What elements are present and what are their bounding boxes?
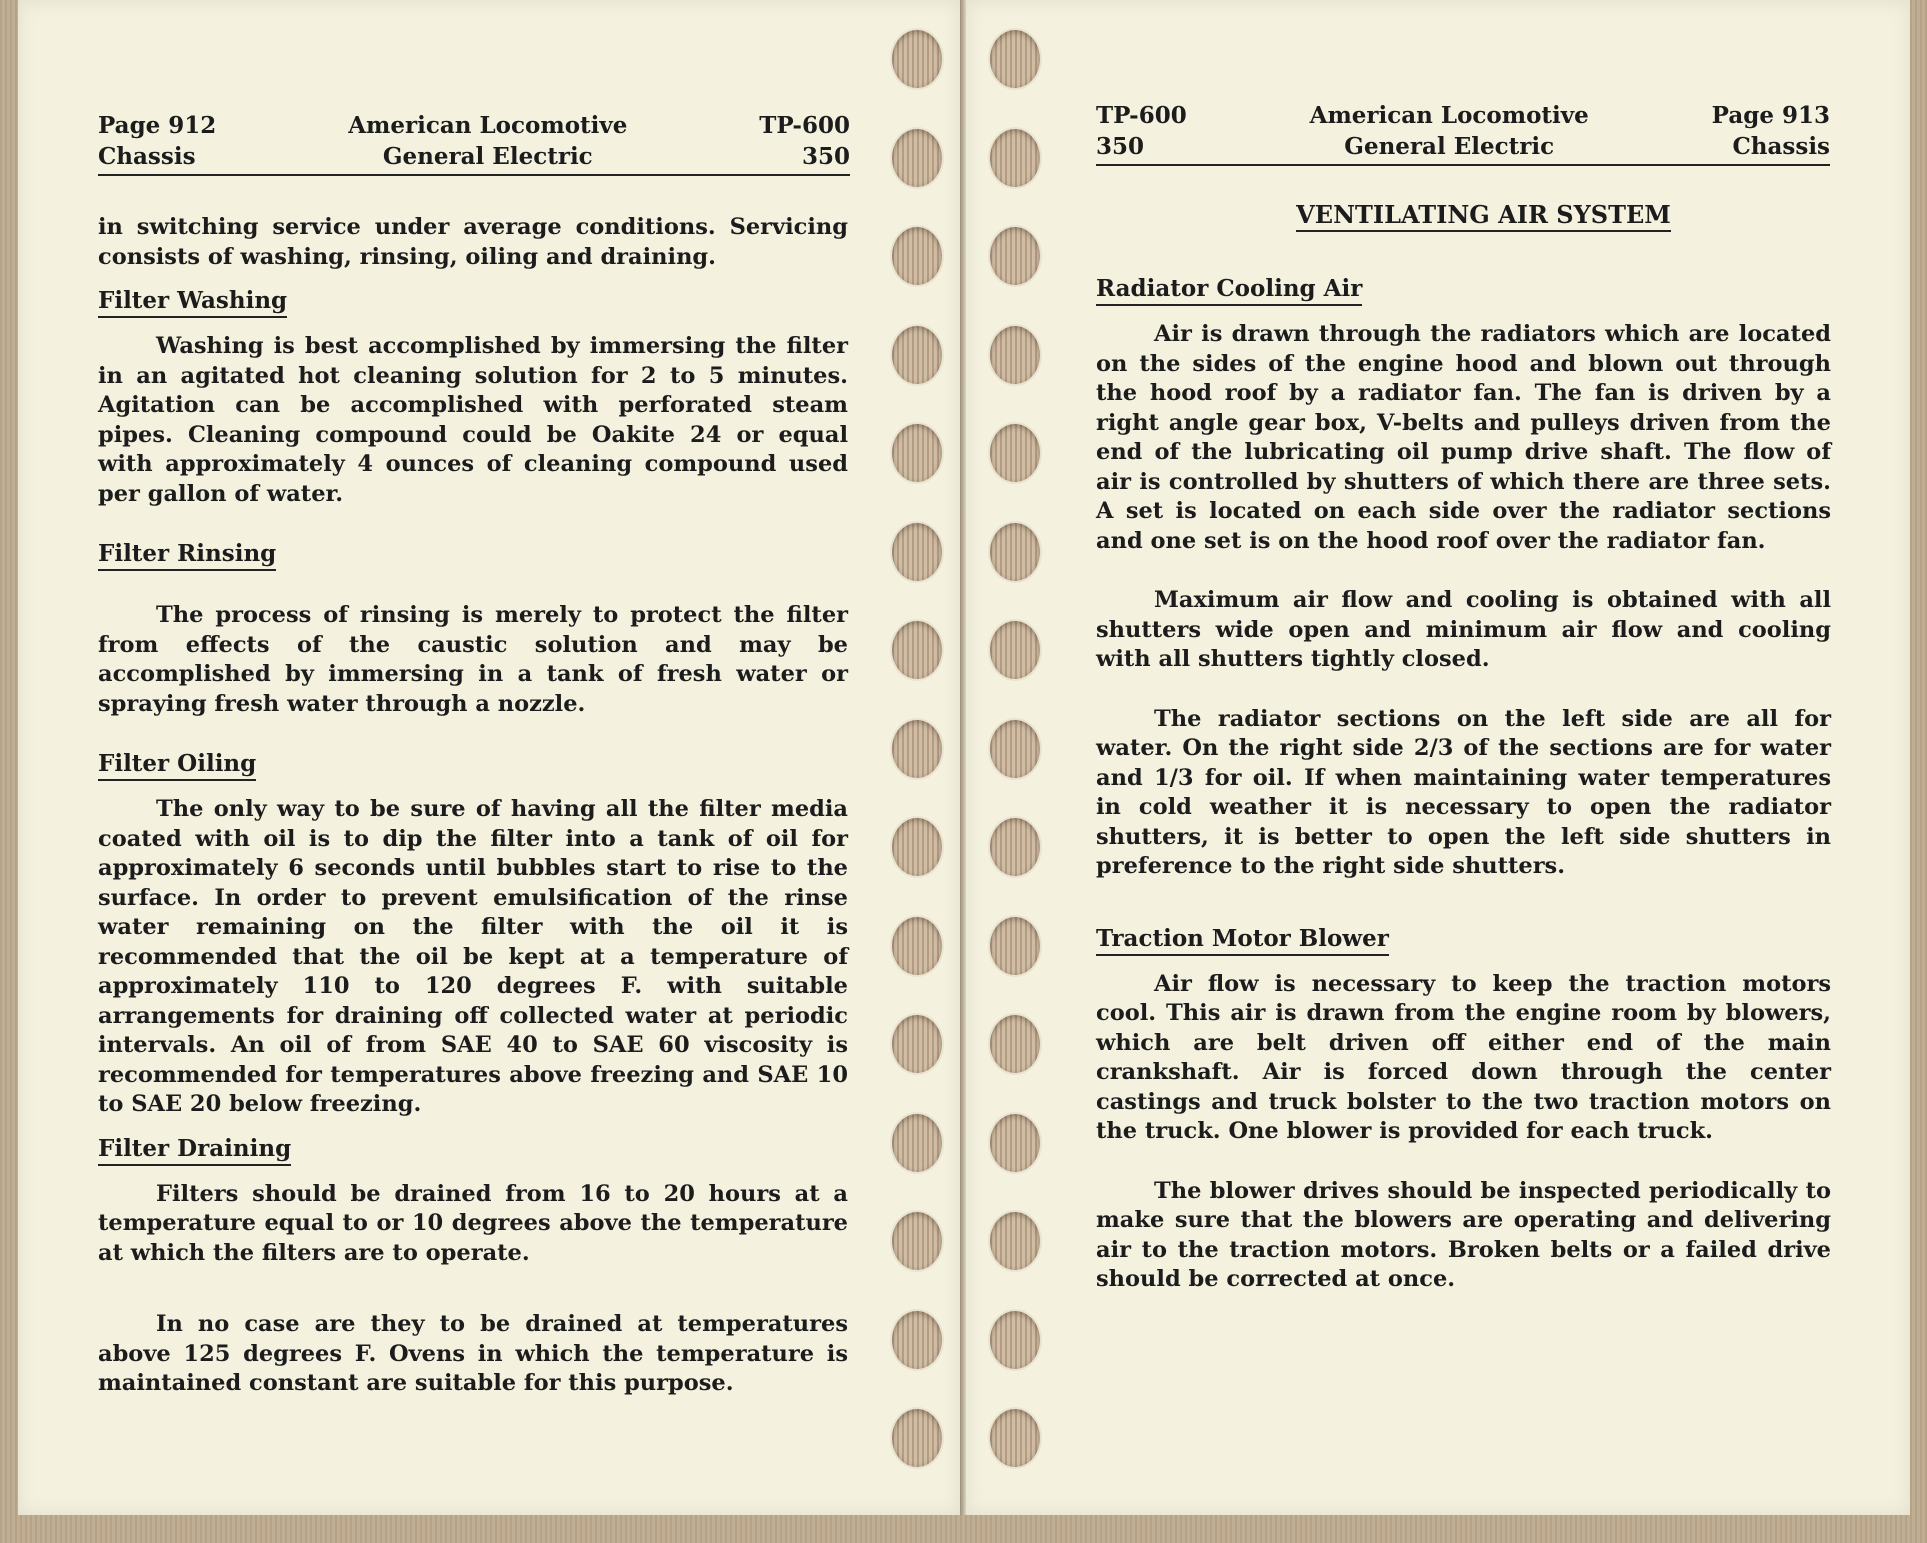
header-center-col bbox=[348, 110, 627, 172]
binder-hole bbox=[990, 424, 1040, 482]
heading-filter-draining: Filter Draining bbox=[98, 1134, 291, 1166]
binder-hole bbox=[892, 621, 942, 679]
binder-hole bbox=[892, 1114, 942, 1172]
binder-hole bbox=[892, 30, 942, 88]
binder-hole bbox=[892, 523, 942, 581]
binder-hole bbox=[990, 1015, 1040, 1073]
binder-hole bbox=[892, 1015, 942, 1073]
binder-hole bbox=[892, 326, 942, 384]
heading-filter-rinsing: Filter Rinsing bbox=[98, 539, 276, 571]
header-left-col bbox=[1096, 100, 1187, 162]
manufacturer: American Locomotive bbox=[1309, 102, 1589, 129]
binder-hole bbox=[990, 227, 1040, 285]
page-number: Page 912 bbox=[98, 112, 217, 139]
model-variant: 350 bbox=[801, 143, 850, 170]
paragraph: The radiator sections on the left side are all for water. On the right side 2/3 of the sections are for water and 1/3 for oil. If when maintaining water temperatures in cold weather it is necessary to open the radiator shutters, it is better to open the left side shutters in preference to the right side shutters. bbox=[1096, 705, 1831, 879]
binder-hole bbox=[990, 1212, 1040, 1270]
binder-hole bbox=[990, 621, 1040, 679]
model-variant: 350 bbox=[1096, 133, 1145, 160]
binder-hole bbox=[892, 1212, 942, 1270]
left-binder-holes bbox=[888, 0, 948, 1515]
binder-hole bbox=[892, 720, 942, 778]
paragraph: The only way to be sure of having all the filter media coated with oil is to dip the filter into a tank of oil for approximately 6 seconds until bubbles start to rise to the surface. In order to prevent emulsification of the rinse water remaining on the filter with the oil it is recommended that the oil be kept at a temperature of approximately 110 to 120 degrees F. with suitable arrangements for draining off collected water at periodic intervals. An oil of from SAE 40 to SAE 60 viscosity is recommended for temperatures above freezing and SAE 10 to SAE 20 below freezing. bbox=[98, 796, 848, 1117]
header-right-col bbox=[759, 110, 850, 172]
left-page-body bbox=[98, 213, 848, 1399]
binder-hole bbox=[990, 30, 1040, 88]
binder-hole bbox=[892, 129, 942, 187]
header-center-col bbox=[1310, 100, 1589, 162]
paragraph: The process of rinsing is merely to protect the filter from effects of the caustic solution and may be accomplished by immersing in a tank of fresh water or spraying fresh water through a nozzle. bbox=[98, 602, 848, 717]
left-page bbox=[18, 0, 960, 1515]
section-name: Chassis bbox=[98, 143, 196, 170]
manufacturer-2: General Electric bbox=[382, 143, 593, 170]
section-name: Chassis bbox=[1732, 133, 1830, 160]
right-page bbox=[966, 0, 1910, 1515]
header-left-col bbox=[98, 110, 216, 172]
binder-hole bbox=[990, 818, 1040, 876]
manufacturer-2: General Electric bbox=[1344, 133, 1555, 160]
heading-filter-washing: Filter Washing bbox=[98, 286, 287, 318]
paragraph: Air flow is necessary to keep the traction motors cool. This air is drawn from the engine room by blowers, which are belt driven off either end of the main crankshaft. Air is forced down through the center castings and truck bolster to the two traction motors on the truck. One blower is provided for each truck. bbox=[1096, 970, 1831, 1144]
intro-paragraph: in switching service under average conditions. Servicing consists of washing, rinsing, oiling and draining. bbox=[98, 214, 848, 270]
right-binder-holes bbox=[986, 0, 1046, 1515]
left-page-header bbox=[98, 110, 850, 176]
right-page-header bbox=[1096, 100, 1830, 166]
binder-hole bbox=[990, 1311, 1040, 1369]
binder-hole bbox=[892, 917, 942, 975]
paragraph: Filters should be drained from 16 to 20 hours at a temperature equal to or 10 degrees above the temperature at which the filters are to operate. bbox=[98, 1180, 848, 1266]
heading-filter-oiling: Filter Oiling bbox=[98, 749, 256, 781]
binder-hole bbox=[990, 523, 1040, 581]
binder-hole bbox=[990, 129, 1040, 187]
paragraph: Maximum air flow and cooling is obtained with all shutters wide open and minimum air flow and cooling with all shutters tightly closed. bbox=[1096, 587, 1831, 672]
binder-hole bbox=[990, 326, 1040, 384]
binder-hole bbox=[990, 720, 1040, 778]
binder-hole bbox=[892, 227, 942, 285]
binder-hole bbox=[892, 1409, 942, 1467]
right-page-body bbox=[1096, 200, 1831, 1295]
binder-hole bbox=[990, 917, 1040, 975]
model: TP-600 bbox=[1096, 102, 1187, 129]
binder-hole bbox=[892, 1311, 942, 1369]
binder-hole bbox=[990, 1114, 1040, 1172]
binder-hole bbox=[990, 1409, 1040, 1467]
paragraph: Washing is best accomplished by immersing the filter in an agitated hot cleaning solution for 2 to 5 minutes. Agitation can be accomplished with perforated steam pipes. Cleaning compound could be Oakite 24 or equal with approximately 4 ounces of cleaning compound used per gallon of water. bbox=[98, 333, 848, 507]
binder-hole bbox=[892, 424, 942, 482]
heading-radiator-cooling-air: Radiator Cooling Air bbox=[1096, 274, 1362, 306]
header-right-col bbox=[1712, 100, 1830, 162]
manufacturer: American Locomotive bbox=[348, 112, 628, 139]
page-number: Page 913 bbox=[1711, 102, 1830, 129]
page-title: VENTILATING AIR SYSTEM bbox=[1296, 200, 1671, 232]
paragraph: In no case are they to be drained at temperatures above 125 degrees F. Ovens in which the temperature is maintained constant are suitable for this purpose. bbox=[98, 1311, 848, 1396]
binder-hole bbox=[892, 818, 942, 876]
title-wrap bbox=[1136, 200, 1831, 232]
paragraph: The blower drives should be inspected periodically to make sure that the blowers are operating and delivering air to the traction motors. Broken belts or a failed drive should be corrected at once. bbox=[1096, 1177, 1831, 1292]
paragraph: Air is drawn through the radiators which are located on the sides of the engine hood and blown out through the hood roof by a radiator fan. The fan is driven by a right angle gear box, V-belts and pulleys driven from the end of the lubricating oil pump drive shaft. The flow of air is controlled by shutters of which there are three sets. A set is located on each side over the radiator sections and one set is on the hood roof over the radiator fan. bbox=[1096, 321, 1831, 554]
heading-traction-motor-blower: Traction Motor Blower bbox=[1096, 924, 1389, 956]
model: TP-600 bbox=[759, 112, 850, 139]
